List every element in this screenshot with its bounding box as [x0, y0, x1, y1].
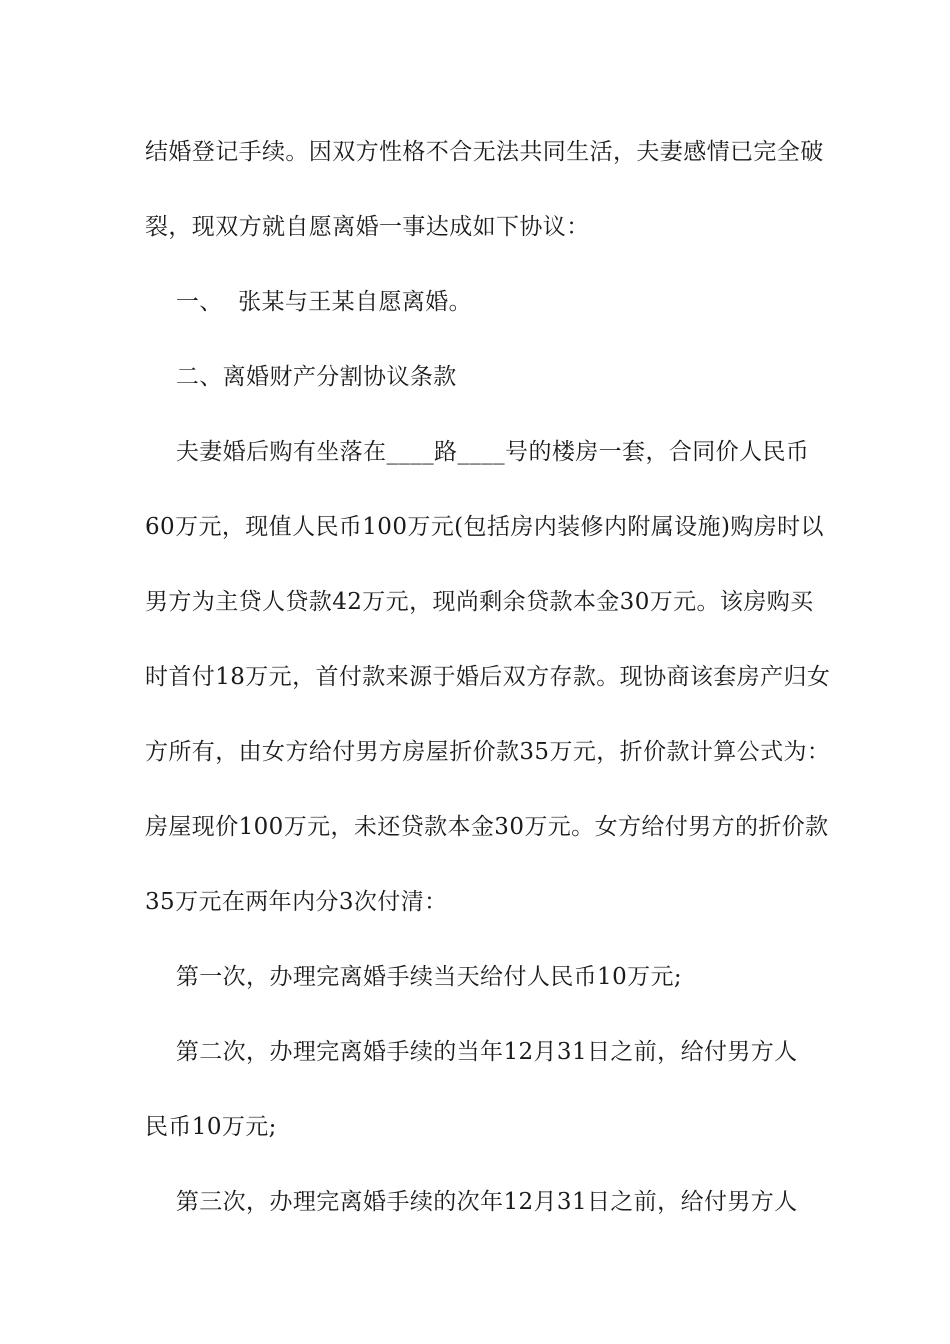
paragraph-line: 男方为主贷人贷款42万元，现尚剩余贷款本金30万元。该房购买 — [145, 589, 814, 615]
payment-item-2: 第二次，办理完离婚手续的当年12月31日之前，给付男方人 — [145, 1039, 798, 1065]
paragraph-line: 裂，现双方就自愿离婚一事达成如下协议： — [145, 214, 590, 240]
agreement-item-1: 一、 张某与王某自愿离婚。 — [145, 289, 473, 315]
paragraph-line: 60万元，现值人民币100万元(包括房内装修内附属设施)购房时以 — [145, 514, 824, 540]
paragraph-line: 民币10万元; — [145, 1114, 277, 1140]
paragraph-line: 夫妻婚后购有坐落在____路____号的楼房一套，合同价人民币 — [145, 439, 810, 465]
payment-item-3: 第三次，办理完离婚手续的次年12月31日之前，给付男方人 — [145, 1189, 798, 1215]
paragraph-line: 35万元在两年内分3次付清： — [145, 889, 448, 915]
paragraph-line: 结婚登记手续。因双方性格不合无法共同生活，夫妻感情已完全破 — [145, 139, 824, 165]
paragraph-line: 时首付18万元，首付款来源于婚后双方存款。现协商该套房产归女 — [145, 664, 831, 690]
payment-item-1: 第一次，办理完离婚手续当天给付人民币10万元; — [145, 964, 683, 990]
agreement-item-2-heading: 二、离婚财产分割协议条款 — [145, 364, 457, 390]
paragraph-line: 房屋现价100万元，未还贷款本金30万元。女方给付男方的折价款 — [145, 814, 829, 840]
paragraph-line: 方所有，由女方给付男方房屋折价款35万元，折价款计算公式为： — [145, 739, 831, 765]
